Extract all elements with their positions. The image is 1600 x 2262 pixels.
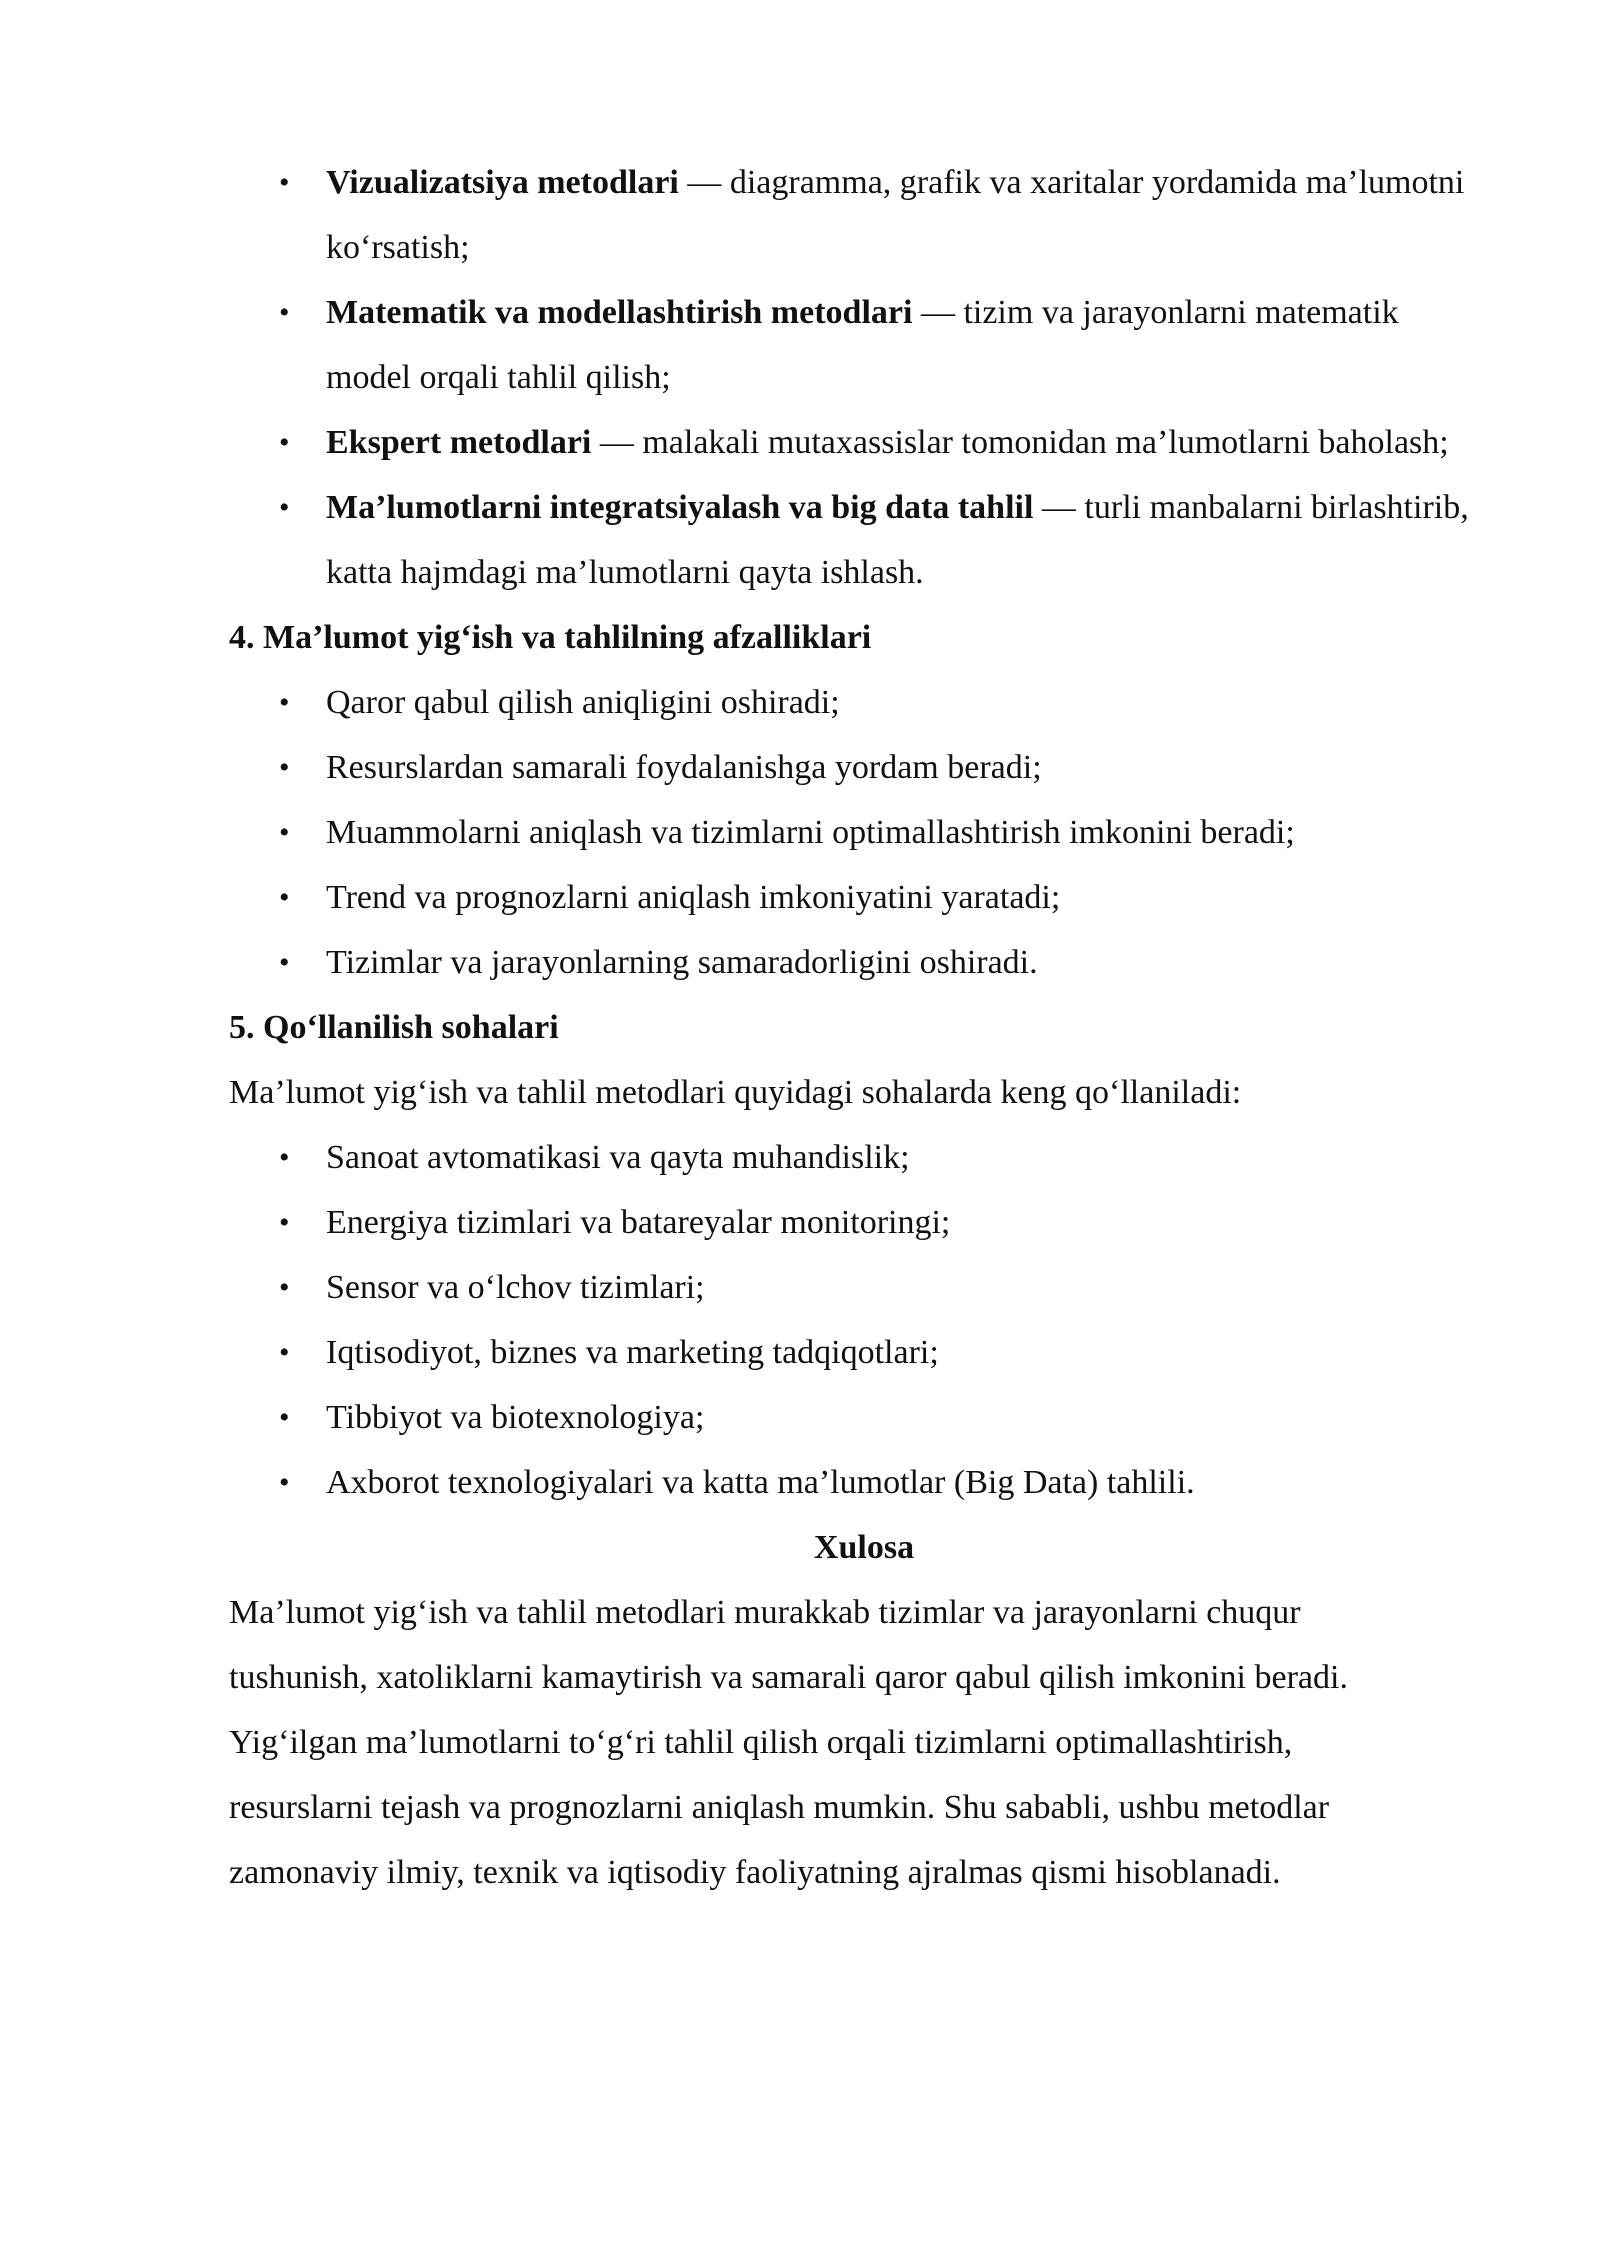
conclusion-line: resurslarni tejash va prognozlarni aniqlash mumkin. Shu sababli, ushbu metodlar [229, 1789, 1330, 1826]
conclusion-line: zamonaviy ilmiy, texnik va iqtisodiy faoliyatning ajralmas qismi hisoblanadi. [229, 1854, 1281, 1891]
method-term: Ma’lumotlarni integratsiyalash va big data tahlil [326, 489, 1034, 526]
list-item [229, 280, 1489, 410]
list-item-text: Muammolarni aniqlash va tizimlarni optimallashtirish imkonini beradi; [326, 814, 1295, 851]
list-item [229, 1385, 1489, 1450]
bullet-icon: • [279, 166, 290, 199]
bullet-icon: • [279, 816, 290, 849]
method-description: tizim va jarayonlarni matematik model orqali tahlil qilish; [326, 294, 1399, 396]
dash-separator: — [920, 294, 964, 331]
dash-separator: — [687, 164, 730, 201]
list-item [229, 865, 1489, 930]
list-item [229, 150, 1489, 280]
list-item [229, 800, 1489, 865]
list-item-text: Tizimlar va jarayonlarning samaradorligini oshiradi. [326, 944, 1038, 981]
conclusion-line: tushunish, xatoliklarni kamaytirish va samarali qaror qabul qilish imkonini beradi. [229, 1659, 1348, 1696]
bullet-icon: • [279, 946, 290, 979]
conclusion-line: Ma’lumot yig‘ish va tahlil metodlari murakkab tizimlar va jarayonlarni chuqur [229, 1594, 1301, 1631]
method-description: malakali mutaxassislar tomonidan ma’lumotlarni baholash; [642, 424, 1449, 461]
bullet-icon: • [279, 1206, 290, 1239]
list-item-text: Energiya tizimlari va batareyalar monitoringi; [326, 1204, 951, 1241]
list-item [229, 670, 1489, 735]
list-item-text: Iqtisodiyot, biznes va marketing tadqiqotlari; [326, 1334, 939, 1371]
list-item-text: Axborot texnologiyalari va katta ma’lumotlar (Big Data) tahlili. [326, 1464, 1195, 1501]
bullet-icon: • [279, 1466, 290, 1499]
section-5-intro: Ma’lumot yig‘ish va tahlil metodlari quyidagi sohalarda keng qo‘llaniladi: [229, 1074, 1242, 1111]
advantages-list [229, 670, 1489, 995]
bullet-icon: • [279, 1401, 290, 1434]
list-item [229, 1125, 1489, 1190]
bullet-icon: • [279, 686, 290, 719]
application-areas-list [229, 1125, 1489, 1515]
bullet-icon: • [279, 1271, 290, 1304]
list-item-text: Sanoat avtomatikasi va qayta muhandislik; [326, 1139, 910, 1176]
list-item-text: Tibbiyot va biotexnologiya; [326, 1399, 705, 1436]
method-term: Ekspert metodlari [326, 424, 592, 461]
conclusion-title: Xulosa [813, 1529, 915, 1566]
list-item-text: Qaror qabul qilish aniqligini oshiradi; [326, 684, 840, 721]
method-description: diagramma, grafik va xaritalar yordamida ma’lumotni ko‘rsatish; [326, 164, 1465, 266]
method-term: Matematik va modellashtirish metodlari [326, 294, 913, 331]
list-item-text: Resurslardan samarali foydalanishga yordam beradi; [326, 749, 1042, 786]
bullet-icon: • [279, 751, 290, 784]
conclusion-line: Yig‘ilgan ma’lumotlarni to‘g‘ri tahlil qilish orqali tizimlarni optimallashtirish, [229, 1724, 1293, 1761]
bullet-icon: • [279, 1336, 290, 1369]
section-5-heading: 5. Qo‘llanilish sohalari [229, 1009, 559, 1046]
bullet-icon: • [279, 1141, 290, 1174]
bullet-icon: • [279, 881, 290, 914]
list-item [229, 1190, 1489, 1255]
document-content [229, 150, 1489, 1905]
bullet-icon: • [279, 296, 290, 329]
bullet-icon: • [279, 426, 290, 459]
list-item [229, 1450, 1489, 1515]
list-item [229, 930, 1489, 995]
method-description: turli manbalarni birlashtirib, katta hajmdagi ma’lumotlarni qayta ishlash. [326, 489, 1469, 591]
list-item [229, 735, 1489, 800]
dash-separator: — [1041, 489, 1085, 526]
method-term: Vizualizatsiya metodlari [326, 164, 679, 201]
methods-list [229, 150, 1489, 605]
list-item [229, 1255, 1489, 1320]
dash-separator: — [599, 424, 643, 461]
conclusion-paragraph [229, 1580, 1489, 1905]
list-item [229, 410, 1489, 475]
bullet-icon: • [279, 491, 290, 524]
list-item [229, 1320, 1489, 1385]
section-4-heading: 4. Ma’lumot yig‘ish va tahlilning afzalliklari [229, 619, 872, 656]
list-item-text: Trend va prognozlarni aniqlash imkoniyatini yaratadi; [326, 879, 1061, 916]
list-item-text: Sensor va o‘lchov tizimlari; [326, 1269, 705, 1306]
list-item [229, 475, 1489, 605]
